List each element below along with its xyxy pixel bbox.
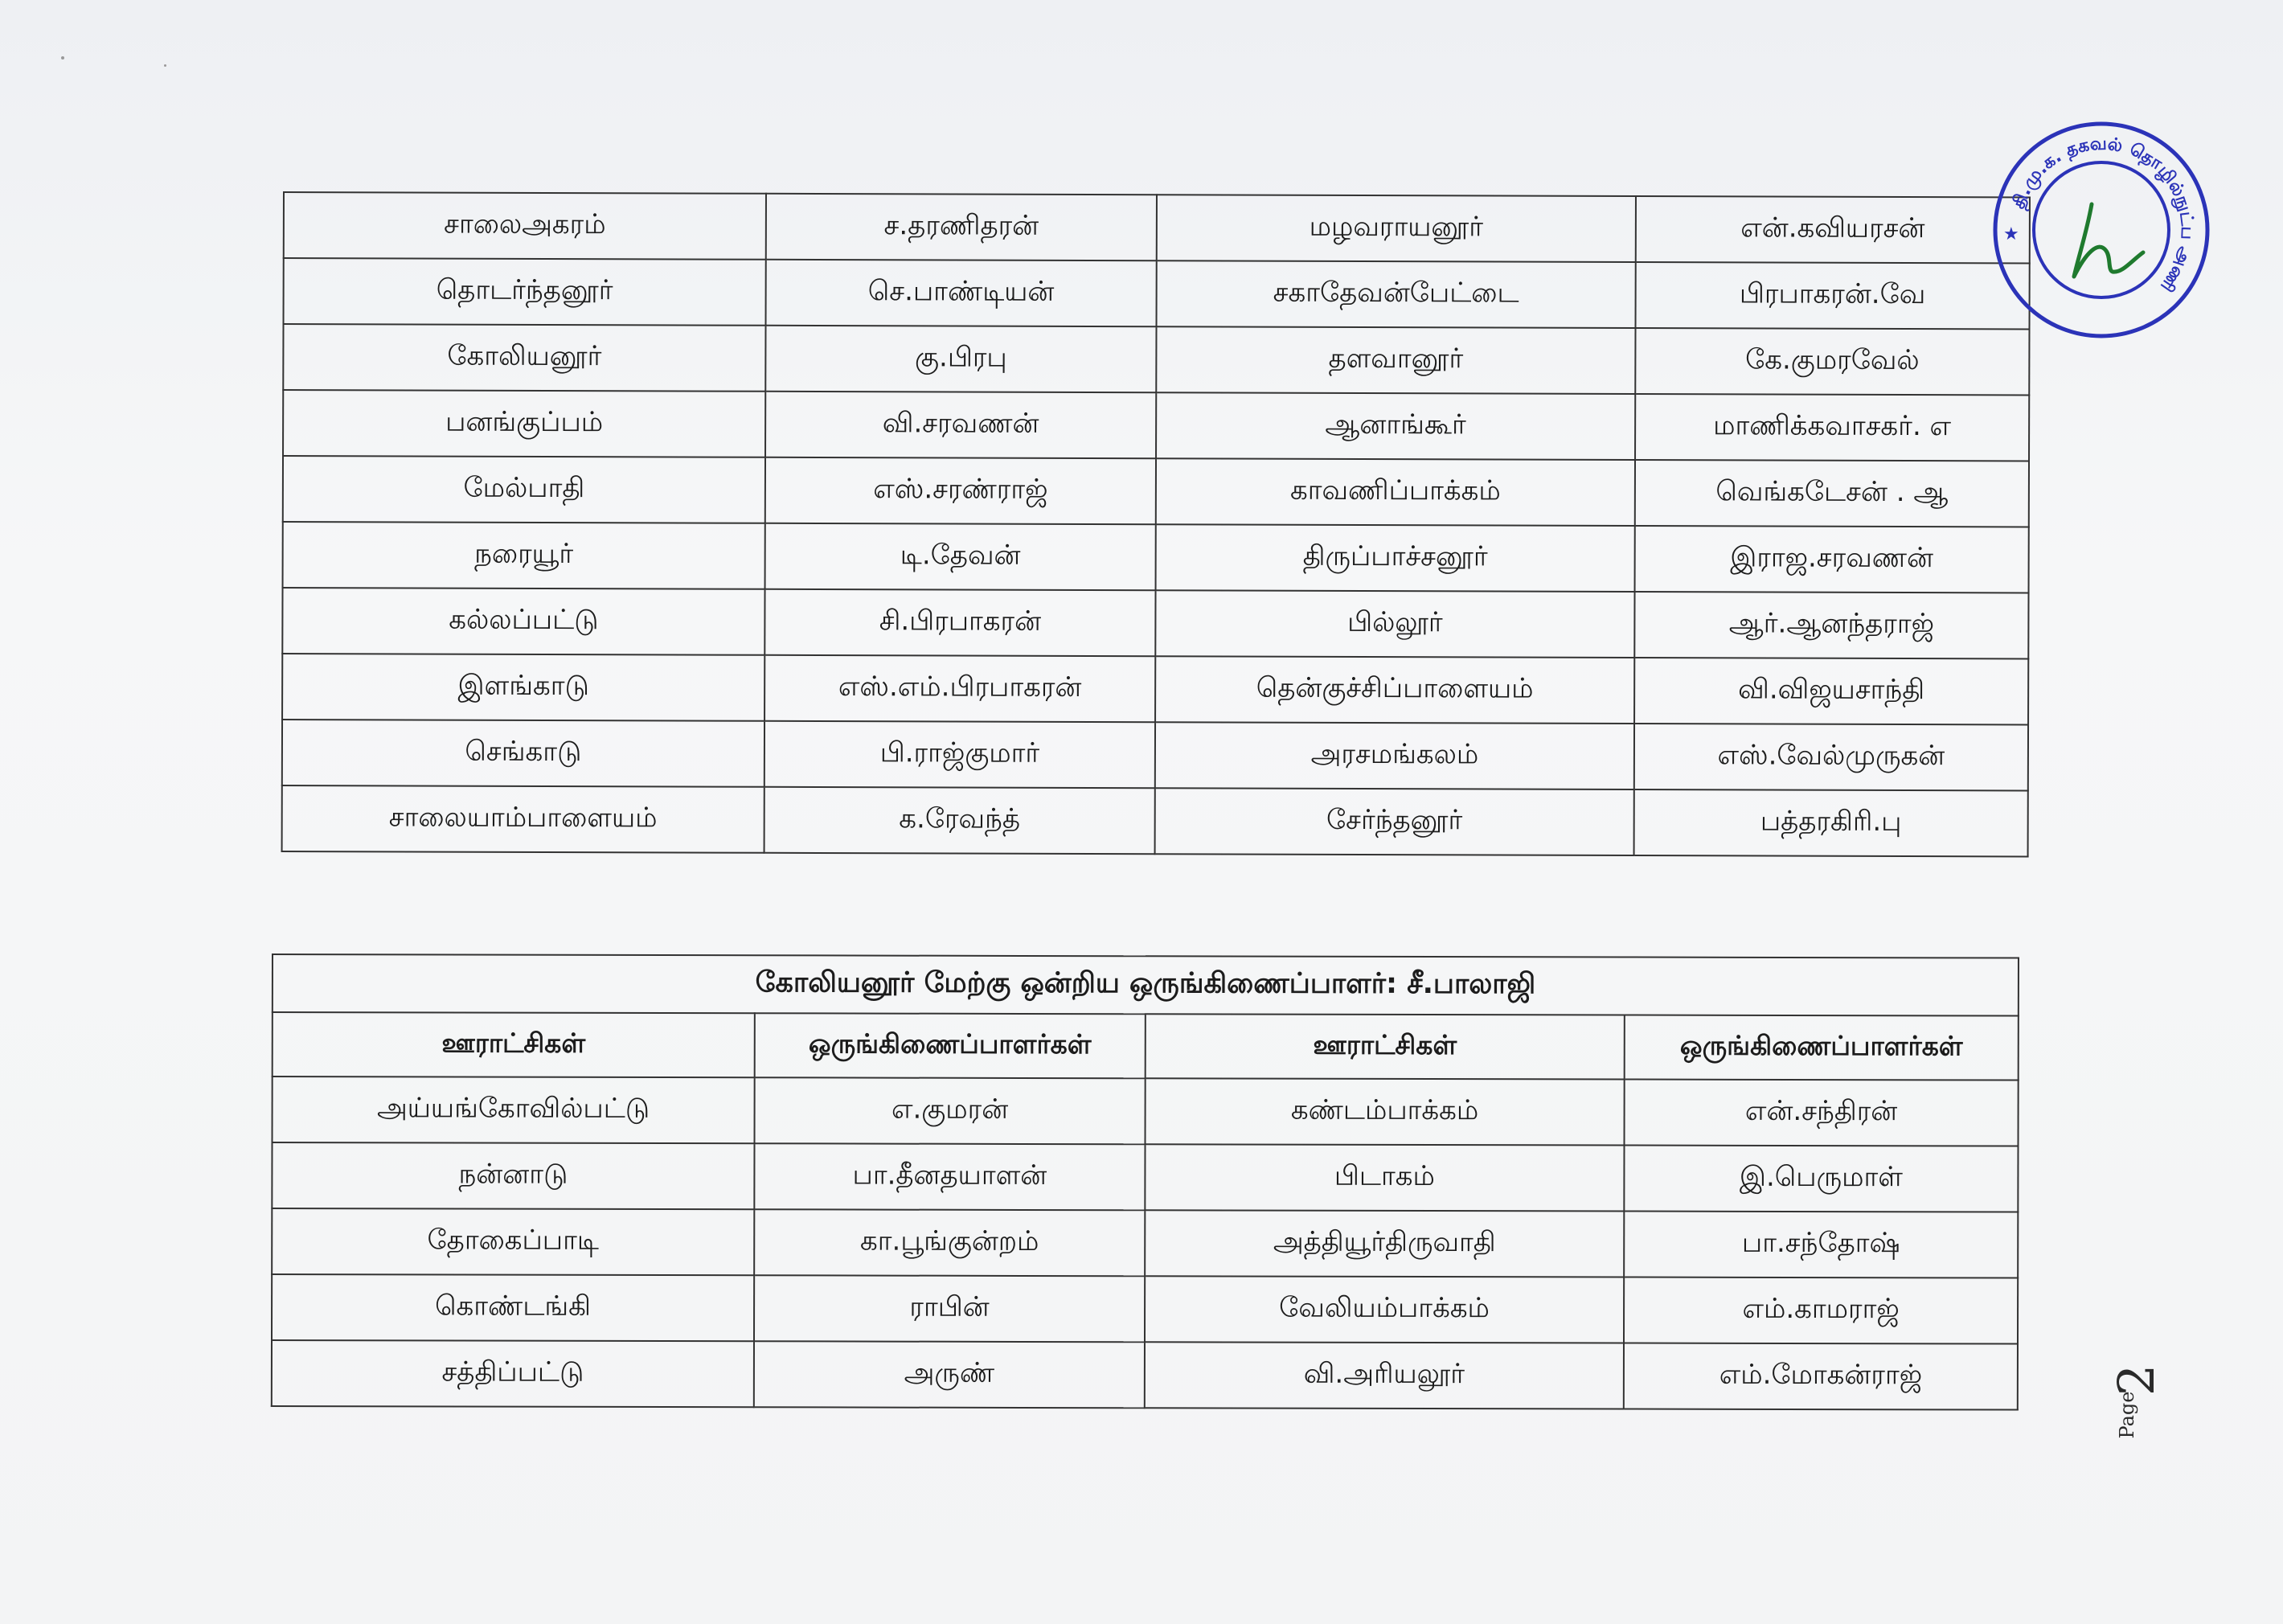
table-row: [282, 720, 2028, 790]
village-cell: தோகைப்பாடி: [272, 1208, 754, 1275]
village-cell: தொடர்ந்தனூர்: [284, 258, 766, 326]
coordinator-cell: இ.பெருமாள்: [1624, 1146, 2018, 1212]
coordinator-cell: க.ரேவந்த்: [764, 787, 1155, 854]
coordinator-cell: செ.பாண்டியன்: [766, 260, 1157, 326]
coordinator-cell: எஸ்.சரண்ராஜ்: [765, 457, 1156, 524]
village-cell: அத்தியூர்திருவாதி: [1145, 1210, 1624, 1277]
village-cell: சாலையாம்பாளையம்: [282, 785, 764, 853]
coordinator-cell: சி.பிரபாகரன்: [764, 589, 1155, 656]
village-cell: மேல்பாதி: [283, 456, 765, 523]
village-cell: சகாதேவன்பேட்டை: [1157, 260, 1636, 328]
coordinator-cell: ச.தரணிதரன்: [766, 194, 1157, 260]
table-title-row: [273, 954, 2019, 1016]
table-row: [272, 1274, 2018, 1344]
column-header: ஊராட்சிகள்: [273, 1012, 755, 1077]
village-cell: பிடாகம்: [1145, 1144, 1624, 1211]
coordinator-cell: அருண்: [754, 1341, 1145, 1408]
village-cell: மழவராயனூர்: [1157, 195, 1636, 262]
village-cell: பில்லூர்: [1155, 590, 1634, 658]
coordinator-cell: என்.சந்திரன்: [1625, 1080, 2019, 1146]
coordinator-cell: எ.குமரன்: [755, 1077, 1146, 1144]
village-cell: கண்டம்பாக்கம்: [1146, 1078, 1625, 1145]
village-cell: தென்குச்சிப்பாளையம்: [1155, 656, 1634, 724]
coordinator-cell: பி.ராஜ்குமார்: [764, 721, 1155, 788]
table-row: [272, 1208, 2018, 1278]
coordinator-cell: பத்தரகிரி.பு: [1634, 789, 2028, 856]
table-row: [272, 1340, 2018, 1410]
coordinator-cell: எஸ்.எம்.பிரபாகரன்: [764, 655, 1155, 722]
table-row: [283, 390, 2029, 461]
coordinator-cell: வி.விஜயசாந்தி: [1634, 658, 2028, 724]
page-word: Page: [2116, 1391, 2138, 1439]
village-cell: தளவானூர்: [1156, 326, 1635, 394]
village-cell: திருப்பாச்சனூர்: [1156, 524, 1635, 592]
stamp-star-icon: ★: [2003, 224, 2019, 244]
table-header-row: [273, 1012, 2019, 1081]
village-cell: செங்காடு: [282, 720, 764, 787]
page-number: 2: [2107, 1364, 2166, 1396]
table-title: கோலியனூர் மேற்கு ஒன்றிய ஒருங்கிணைப்பாளர்: சீ.பாலாஜி: [273, 954, 2019, 1016]
village-cell: பனங்குப்பம்: [283, 390, 765, 457]
stamp-outer-ring: [1995, 124, 2207, 336]
table-row: [283, 456, 2029, 527]
table-row: [282, 654, 2028, 724]
village-cell: வி.அரியலூர்: [1145, 1342, 1624, 1409]
paper-speck: [61, 56, 64, 59]
table-row: [282, 588, 2028, 658]
village-cell: அய்யங்கோவில்பட்டு: [273, 1077, 755, 1143]
coordinator-cell: பா.தீனதயாளன்: [754, 1143, 1145, 1210]
village-cell: அரசமங்கலம்: [1155, 722, 1634, 789]
table-row: [283, 324, 2029, 395]
table-row: [273, 1077, 2019, 1146]
table-row: [284, 258, 2030, 329]
signature-mark: [2074, 204, 2143, 277]
table-row: [272, 1142, 2018, 1212]
coordinator-cell: என்.கவியரசன்: [1636, 196, 2030, 263]
coordinator-cell: எம்.காமராஜ்: [1624, 1277, 2018, 1344]
village-cell: வேலியம்பாக்கம்: [1145, 1276, 1624, 1343]
column-header: ஒருங்கிணைப்பாளர்கள்: [755, 1013, 1146, 1078]
village-cell: சத்திப்பட்டு: [272, 1340, 754, 1407]
coordinator-cell: எம்.மோகன்ராஜ்: [1624, 1343, 2018, 1410]
coordinator-cell: ராபின்: [754, 1275, 1145, 1342]
village-cell: நரையூர்: [283, 522, 765, 589]
coordinator-cell: மாணிக்கவாசகர். எ: [1635, 394, 2029, 461]
coordinator-cell: ஆர்.ஆனந்தராஜ்: [1634, 592, 2028, 658]
village-cell: சாலைஅகரம்: [284, 192, 766, 260]
village-cell: சேர்ந்தனூர்: [1155, 788, 1634, 855]
column-header: ஊராட்சிகள்: [1146, 1014, 1625, 1079]
stamp-inner-ring: [2034, 162, 2169, 297]
coordinator-cell: கு.பிரபு: [765, 326, 1156, 392]
coordinator-cell: பிரபாகரன்.வே: [1636, 262, 2030, 329]
coordinator-cell: டி.தேவன்: [765, 523, 1156, 590]
coordinators-table-continued: [281, 191, 2031, 857]
stamp-text: தி.மு.க. தகவல் தொழில்நுட்ப அணி: [2008, 133, 2198, 296]
coordinator-cell: கா.பூங்குன்றம்: [754, 1209, 1145, 1276]
coordinator-cell: பா.சந்தோஷ்: [1624, 1212, 2018, 1278]
table-row: [282, 785, 2028, 856]
table-row: [284, 192, 2030, 263]
coordinator-cell: எஸ்.வேல்முருகன்: [1634, 724, 2028, 790]
paper-speck: [164, 64, 166, 67]
village-cell: கொண்டங்கி: [272, 1274, 754, 1341]
village-cell: காவணிப்பாக்கம்: [1156, 458, 1635, 526]
coordinator-cell: கே.குமரவேல்: [1635, 328, 2029, 395]
office-stamp: [1990, 119, 2212, 341]
village-cell: கல்லப்பட்டு: [282, 588, 764, 655]
village-cell: இளங்காடு: [282, 654, 764, 721]
column-header: ஒருங்கிணைப்பாளர்கள்: [1625, 1015, 2019, 1081]
village-cell: நன்னாடு: [272, 1142, 754, 1209]
coordinator-cell: வி.சரவணன்: [765, 392, 1156, 458]
village-cell: ஆனாங்கூர்: [1156, 392, 1635, 460]
coordinator-cell: வெங்கடேசன் . ஆ: [1635, 460, 2029, 527]
page-number-label: [2105, 1351, 2166, 1447]
koliyanur-west-coordinators-table: [271, 953, 2019, 1411]
village-cell: கோலியனூர்: [283, 324, 765, 392]
table-row: [283, 522, 2029, 593]
coordinator-cell: இராஜ.சரவணன்: [1635, 526, 2029, 593]
